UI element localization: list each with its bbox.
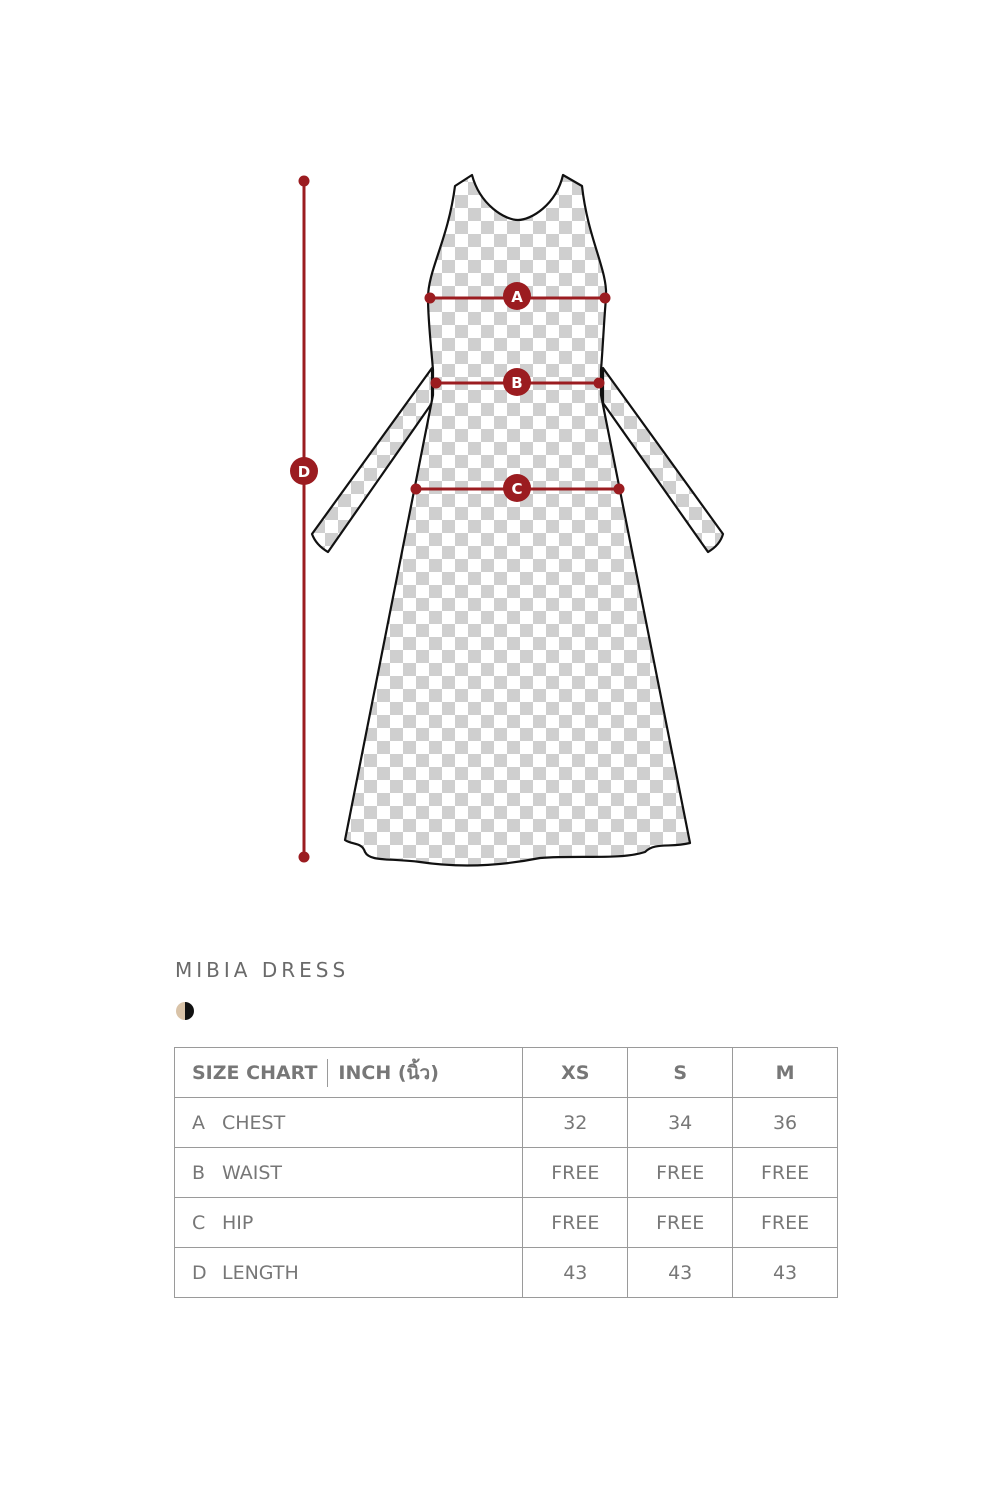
cell-value: 43 [628,1248,733,1298]
size-col-m: M [733,1048,838,1098]
length-measure [290,176,318,863]
size-chart-header-row [175,1048,838,1098]
cell-value: 43 [523,1248,628,1298]
header-divider [327,1059,328,1087]
table-row [175,1098,838,1148]
table-row [175,1148,838,1198]
cell-value: 32 [523,1098,628,1148]
product-title: MIBIA DRESS [175,958,350,982]
cell-value: 34 [628,1098,733,1148]
row-label: D LENGTH [175,1248,523,1298]
cell-value: FREE [523,1148,628,1198]
cell-value: 43 [733,1248,838,1298]
cell-value: FREE [628,1198,733,1248]
table-row [175,1198,838,1248]
table-row [175,1248,838,1298]
size-chart-unit: INCH (นิ้ว) [338,1061,439,1084]
svg-text:B: B [511,374,523,392]
size-col-xs: XS [523,1048,628,1098]
size-chart-header [175,1048,523,1098]
row-label: C HIP [175,1198,523,1248]
size-chart-table [174,1047,838,1298]
row-label: B WAIST [175,1148,523,1198]
cell-value: FREE [523,1198,628,1248]
cell-value: 36 [733,1098,838,1148]
cell-value: FREE [733,1148,838,1198]
color-swatch-beige-black[interactable] [175,1001,195,1021]
cell-value: FREE [628,1148,733,1198]
size-col-s: S [628,1048,733,1098]
svg-text:A: A [511,288,523,306]
row-label: A CHEST [175,1098,523,1148]
size-chart-title: SIZE CHART [192,1061,318,1084]
dress-body [345,175,690,865]
cell-value: FREE [733,1198,838,1248]
svg-text:C: C [511,480,523,498]
svg-text:D: D [297,463,311,481]
